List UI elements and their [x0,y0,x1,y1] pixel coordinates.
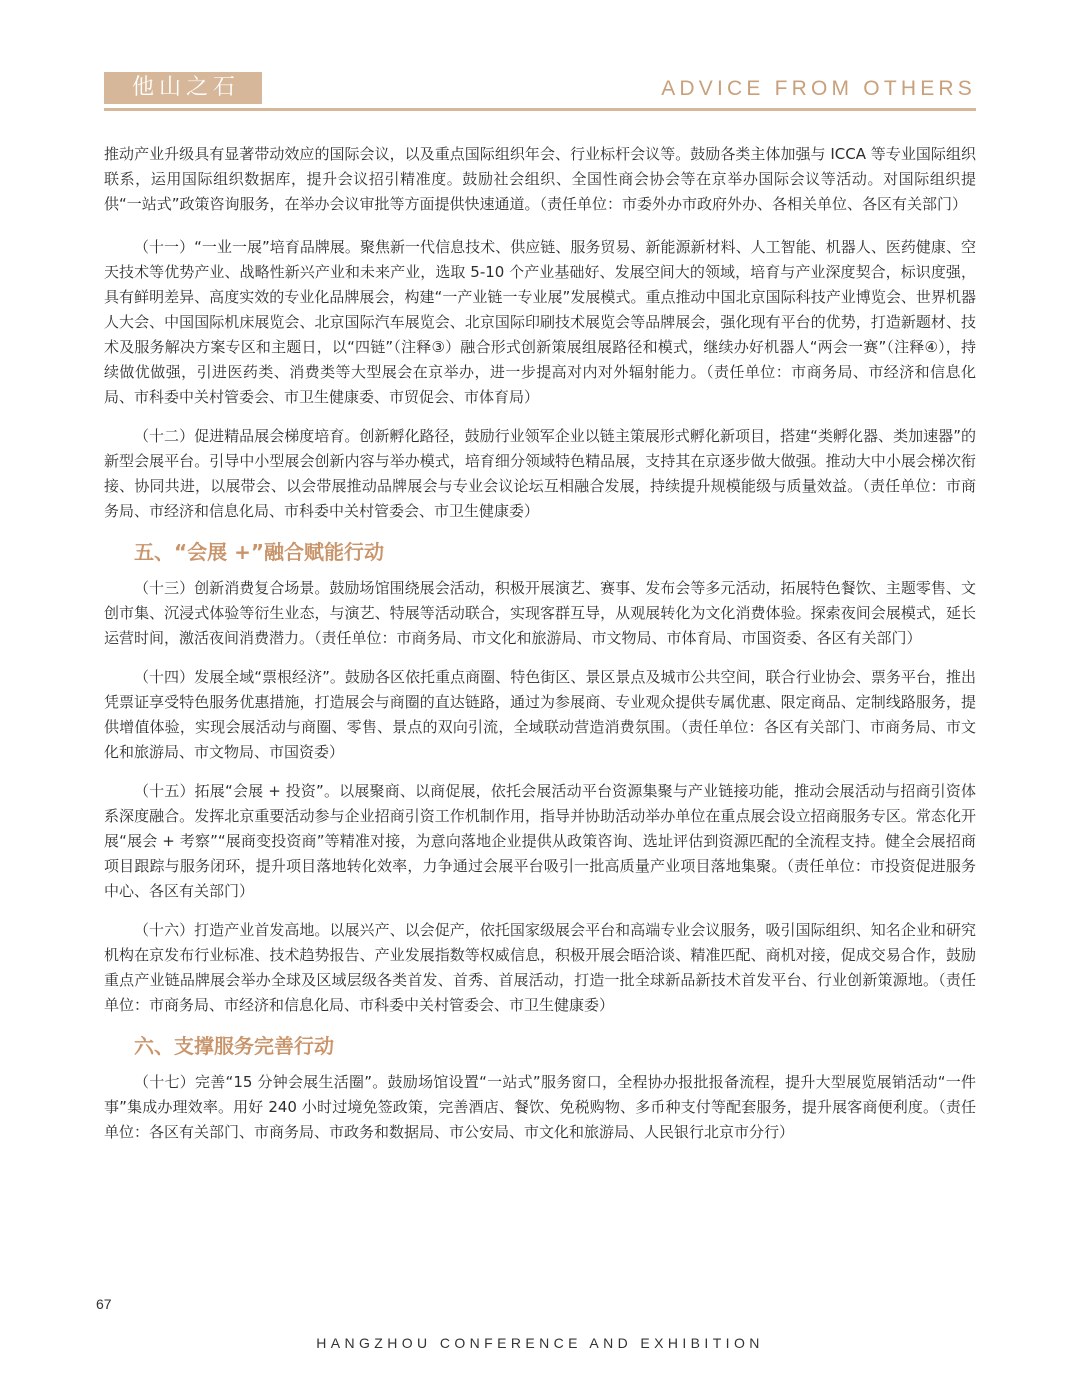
paragraph: （十七）完善“15 分钟会展生活圈”。鼓励场馆设置“一站式”服务窗口，全程协办报批报备流程，提升大型展览展销活动“一件事”集成办理效率。用好 240 小时过境免签政策，完善酒店、餐饮、免税购物、多币种支付等配套服务，提升展客商便利度。（责任单位：各区有关部门、市商务局、市政务和数据局、市公安局、市文化和旅游局、人民银行北京市分行） [104,1073,976,1141]
section-heading: 五、“会展 +”融合赋能行动 [134,540,385,564]
section-title-english: ADVICE FROM OTHERS [661,77,976,100]
section-title: 他山之石 [132,75,241,100]
paragraph: （十四）发展全域“票根经济”。鼓励各区依托重点商圈、特色街区、景区景点及城市公共空间，联合行业协会、票务平台，推出凭票证享受特色服务优惠措施，打造展会与商圈的直达链路，通过为参展商、专业观众提供专属优惠、限定商品、定制线路服务，提供增值体验，实现会展活动与商圈、零售、景点的双向引流，全域联动营造消费氛围。（责任单位：各区有关部门、市商务局、市文化和旅游局、市文物局、市国资委） [104,668,976,761]
paragraph: （十五）拓展“会展 + 投资”。以展聚商、以商促展，依托会展活动平台资源集聚与产业链接功能，推动会展活动与招商引资体系深度融合。发挥北京重要活动参与企业招商引资工作机制作用，指导并协助活动举办单位在重点展会设立招商服务专区。常态化开展“展会 + 考察”“展商变投资商”等精准对接，为意向落地企业提供从政策咨询、选址评估到资源匹配的全流程支持。健全会展招商项目跟踪与服务闭环，提升项目落地转化效率，力争通过会展平台吸引一批高质量产业项目落地集聚。（责任单位：市投资促进服务中心、各区有关部门） [104,782,976,900]
article-body [104,142,976,1159]
paragraph: （十六）打造产业首发高地。以展兴产、以会促产，依托国家级展会平台和高端专业会议服务，吸引国际组织、知名企业和研究机构在京发布行业标准、技术趋势报告、产业发展指数等权威信息，积极开展会晤洽谈、精准匹配、商机对接，促成交易合作，鼓励重点产业链品牌展会举办全球及区域层级各类首发、首秀、首展活动，打造一批全球新品新技术首发平台、行业创新策源地。（责任单位：市商务局、市经济和信息化局、市科委中关村管委会、市卫生健康委） [104,921,976,1014]
magazine-footer: HANGZHOU CONFERENCE AND EXHIBITION [316,1335,764,1351]
paragraph: （十一）“一业一展”培育品牌展。聚焦新一代信息技术、供应链、服务贸易、新能源新材料、人工智能、机器人、医药健康、空天技术等优势产业、战略性新兴产业和未来产业，选取 5-10 个产业基础好、发展空间大的领域，培育与产业深度契合，标识度强，具有鲜明差异、高度实效的专业化品牌展会，构建“一产业链一专业展”发展模式。重点推动中国北京国际科技产业博览会、世界机器人大会、中国国际机床展览会、北京国际汽车展览会、北京国际印刷技术展览会等品牌展会，强化现有平台的优势，打造新题材、技术及服务解决方案专区和主题日，以“四链”（注释③）融合形式创新策展组展路径和模式，继续办好机器人“两会一赛”（注释④），持续做优做强，引进医药类、消费类等大型展会在京举办，进一步提高对内对外辐射能力。（责任单位：市商务局、市经济和信息化局、市科委中关村管委会、市卫生健康委、市贸促会、市体育局） [104,238,976,406]
header-divider [104,108,976,111]
paragraph: 推动产业升级具有显著带动效应的国际会议，以及重点国际组织年会、行业标杆会议等。鼓励各类主体加强与 ICCA 等专业国际组织联系，运用国际组织数据库，提升会议招引精准度。鼓励社会组织、全国性商会协会等在京举办国际会议等活动。对国际组织提供“一站式”政策咨询服务，在举办会议审批等方面提供快速通道。（责任单位：市委外办市政府外办、各相关单位、各区有关部门） [104,145,976,213]
page-number: 67 [96,1296,112,1312]
paragraph: （十三）创新消费复合场景。鼓励场馆围绕展会活动，积极开展演艺、赛事、发布会等多元活动，拓展特色餐饮、主题零售、文创市集、沉浸式体验等衍生业态，与演艺、特展等活动联合，实现客群互导，从观展转化为文化消费体验。探索夜间会展模式，延长运营时间，激活夜间消费潜力。（责任单位：市商务局、市文化和旅游局、市文物局、市体育局、市国资委、各区有关部门） [104,579,976,647]
paragraph: （十二）促进精品展会梯度培育。创新孵化路径，鼓励行业领军企业以链主策展形式孵化新项目，搭建“类孵化器、类加速器”的新型会展平台。引导中小型展会创新内容与举办模式，培育细分领域特色精品展，支持其在京逐步做大做强。推动大中小展会梯次衔接、协同共进，以展带会、以会带展推动品牌展会与专业会议论坛互相融合发展，持续提升规模能级与质量效益。（责任单位：市商务局、市经济和信息化局、市科委中关村管委会、市卫生健康委） [104,427,976,520]
section-heading: 六、支撑服务完善行动 [134,1034,334,1058]
